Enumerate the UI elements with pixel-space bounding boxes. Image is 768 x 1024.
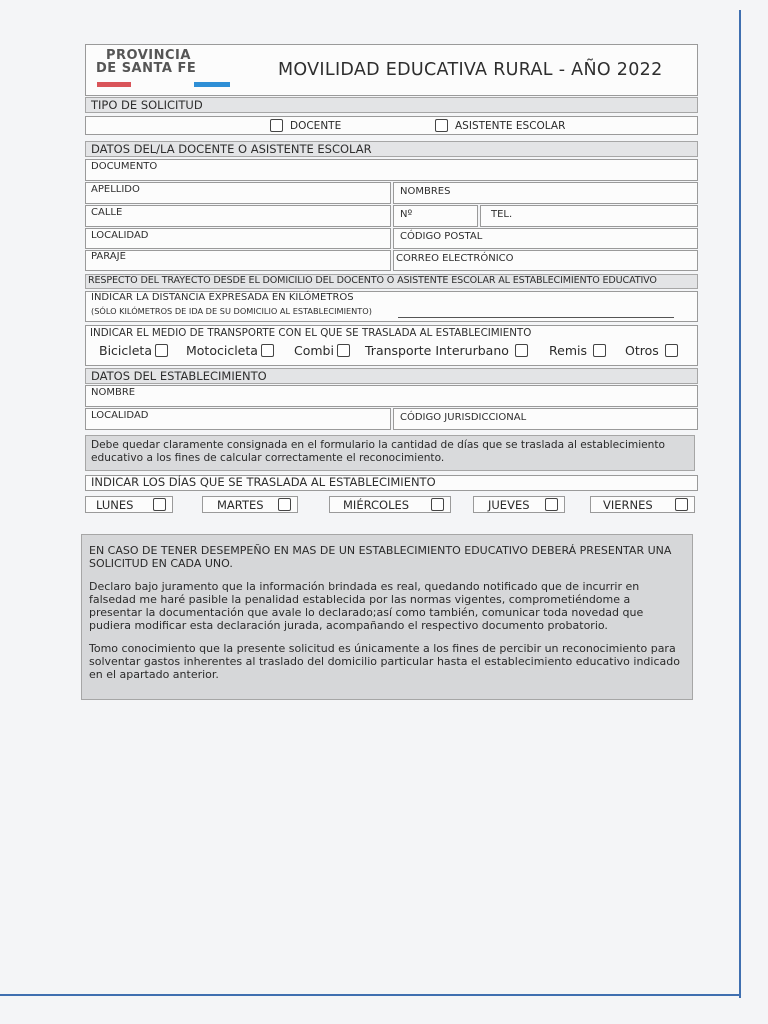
transporte-motocicleta[interactable]: Motocicleta (186, 343, 274, 358)
establecimiento-nombre-field[interactable]: NOMBRE (85, 385, 698, 407)
section-tipo-heading: TIPO DE SOLICITUD (85, 97, 698, 113)
day-viernes[interactable]: VIERNES (590, 496, 695, 513)
province-logo (96, 48, 206, 92)
distancia-field[interactable]: INDICAR LA DISTANCIA EXPRESADA EN KILÓMETROS (SÓLO KILÓMETROS DE IDA DE SU DOMICILIO AL ESTABLECIMIENTO) (85, 291, 698, 322)
lunes-checkbox[interactable] (153, 498, 166, 511)
section-establecimiento-heading: DATOS DEL ESTABLECIMIENTO (85, 368, 698, 384)
section-trayecto-heading: RESPECTO DEL TRAYECTO DESDE EL DOMICILIO DEL DOCENTO O ASISTENTE ESCOLAR AL ESTABLECIMIENTO EDUCATIVO (85, 274, 698, 289)
docente-checkbox[interactable] (270, 119, 283, 132)
jueves-checkbox[interactable] (545, 498, 558, 511)
documento-field[interactable]: DOCUMENTO (85, 159, 698, 181)
otros-checkbox[interactable] (665, 344, 678, 357)
bicicleta-checkbox[interactable] (155, 344, 168, 357)
motocicleta-checkbox[interactable] (261, 344, 274, 357)
paraje-field[interactable]: PARAJE (85, 250, 391, 271)
transporte-bicicleta[interactable]: Bicicleta (99, 343, 168, 358)
distancia-underline (398, 317, 674, 318)
form-title: MOVILIDAD EDUCATIVA RURAL - AÑO 2022 (278, 60, 663, 80)
day-lunes[interactable]: LUNES (85, 496, 173, 513)
option-asistente[interactable]: ASISTENTE ESCOLAR (435, 119, 565, 132)
miercoles-checkbox[interactable] (431, 498, 444, 511)
logo-line2: DE SANTA FE (96, 61, 197, 76)
asistente-checkbox[interactable] (435, 119, 448, 132)
logo-blue-bar (194, 82, 230, 87)
transporte-otros[interactable]: Otros (625, 343, 678, 358)
martes-checkbox[interactable] (278, 498, 291, 511)
codigo-jurisdiccional-field[interactable]: CÓDIGO JURISDICCIONAL (393, 408, 698, 430)
scan-edge-right (739, 10, 741, 998)
nombres-field[interactable]: NOMBRES (393, 182, 698, 204)
transporte-interurbano[interactable]: Transporte Interurbano (365, 343, 528, 358)
form-header (85, 44, 698, 96)
tipo-options-row (85, 116, 698, 135)
combi-checkbox[interactable] (337, 344, 350, 357)
correo-field[interactable]: CORREO ELECTRÓNICO (393, 250, 698, 271)
day-jueves[interactable]: JUEVES (473, 496, 565, 513)
interurbano-checkbox[interactable] (515, 344, 528, 357)
remis-checkbox[interactable] (593, 344, 606, 357)
logo-red-bar (97, 82, 131, 87)
localidad-field[interactable]: LOCALIDAD (85, 228, 391, 249)
viernes-checkbox[interactable] (675, 498, 688, 511)
logo-line1: PROVINCIA (106, 48, 191, 63)
codigo-postal-field[interactable]: CÓDIGO POSTAL (393, 228, 698, 249)
dias-heading-row: INDICAR LOS DÍAS QUE SE TRASLADA AL ESTABLECIMIENTO (85, 475, 698, 491)
option-docente[interactable]: DOCENTE (270, 119, 341, 132)
day-miercoles[interactable]: MIÉRCOLES (329, 496, 451, 513)
establecimiento-localidad-field[interactable]: LOCALIDAD (85, 408, 391, 430)
calle-field[interactable]: CALLE (85, 205, 391, 227)
declaracion-jurada: Declaro bajo juramento que la información brindada es real, quedando notificado que de incurrir en falsedad me haré pasible la penalidad establecida por las normas vigentes, comprometiéndome a presentar la documentación que avale lo declarado;así como también, comunicar toda novedad que pudiera modificar esta declaración jurada, acompañando el respectivo documento probatorio. (89, 580, 644, 632)
declaracion-aviso: EN CASO DE TENER DESEMPEÑO EN MAS DE UN ESTABLECIMIENTO EDUCATIVO DEBERÁ PRESENTAR UNA SOLICITUD EN CADA UNO. (89, 544, 672, 570)
aviso-box: Debe quedar claramente consignada en el formulario la cantidad de días que se traslada al establecimiento educativo a los fines de calcular correctamente el reconocimiento. (85, 435, 695, 471)
section-datos-docente-heading: DATOS DEL/LA DOCENTE O ASISTENTE ESCOLAR (85, 141, 698, 157)
transporte-remis[interactable]: Remis (549, 343, 606, 358)
numero-field[interactable]: Nº (393, 205, 478, 227)
tel-field[interactable]: TEL. (480, 205, 698, 227)
declaracion-box (81, 534, 693, 700)
scan-edge-bottom (0, 994, 741, 996)
transporte-row: INDICAR EL MEDIO DE TRANSPORTE CON EL QUE SE TRASLADA AL ESTABLECIMIENTO Bicicleta Motocicleta Combi Transporte Interurbano Remis Otros (85, 325, 698, 366)
day-martes[interactable]: MARTES (202, 496, 298, 513)
apellido-field[interactable]: APELLIDO (85, 182, 391, 204)
declaracion-conocimiento: Tomo conocimiento que la presente solicitud es únicamente a los fines de percibir un reconocimiento para solventar gastos inherentes al traslado del domicilio particular hasta el establecimiento educativo indicado en el apartado anterior. (89, 642, 680, 681)
transporte-combi[interactable]: Combi (294, 343, 350, 358)
